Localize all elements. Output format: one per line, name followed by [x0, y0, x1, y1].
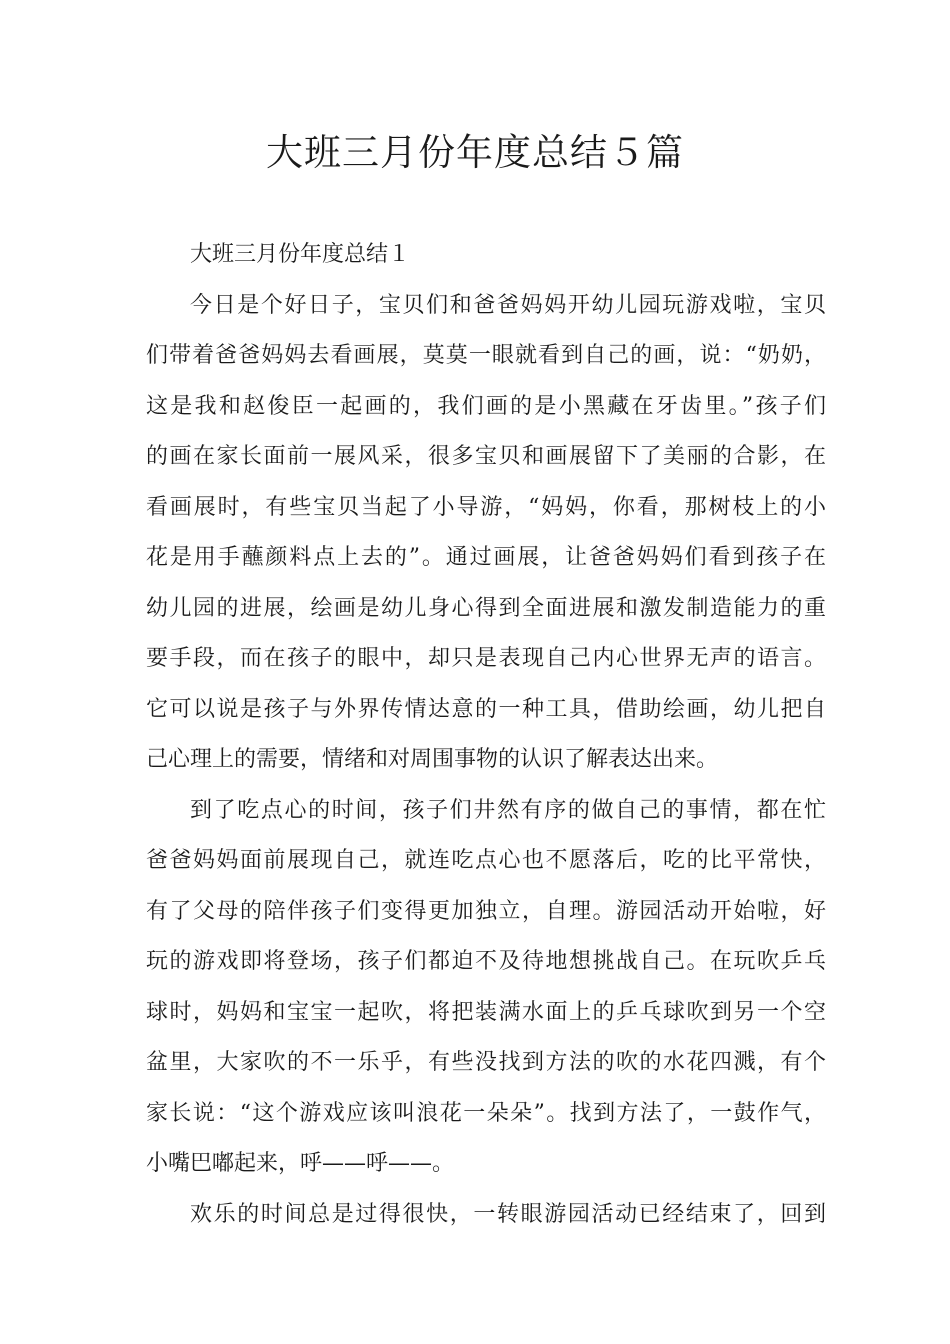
paragraph-line: 花是用手蘸颜料点上去的”。通过画展，让爸爸妈妈们看到孩子在 [146, 545, 826, 570]
paragraph-line: 玩的游戏即将登场，孩子们都迫不及待地想挑战自己。在玩吹乒乓 [146, 949, 826, 974]
paragraph-3 [146, 1190, 826, 1241]
paragraph-line: 欢乐的时间总是过得很快，一转眼游园活动已经结束了，回到 [190, 1201, 826, 1227]
paragraph-line: 们带着爸爸妈妈去看画展，莫莫一眼就看到自己的画，说：“奶奶， [146, 343, 826, 368]
paragraph-line: 盆里，大家吹的不一乐乎，有些没找到方法的吹的水花四溅，有个 [146, 1050, 826, 1075]
paragraph-line: 今日是个好日子，宝贝们和爸爸妈妈开幼儿园玩游戏啦，宝贝 [190, 292, 826, 318]
paragraph-line: 它可以说是孩子与外界传情达意的一种工具，借助绘画，幼儿把自 [146, 696, 826, 722]
paragraph-line: 小嘴巴嘟起来，呼——呼——。 [146, 1151, 455, 1176]
paragraph-line: 球时，妈妈和宝宝一起吹，将把装满水面上的乒乓球吹到另一个空 [146, 999, 826, 1025]
paragraph-line: 这是我和赵俊臣一起画的，我们画的是小黑藏在牙齿里。”孩子们 [146, 393, 826, 419]
paragraph-1 [146, 281, 826, 786]
page-title: 大班三月份年度总结５篇 [266, 131, 684, 174]
paragraph-line: 要手段，而在孩子的眼中，却只是表现自己内心世界无声的语言。 [146, 646, 826, 671]
section-heading-text: 大班三月份年度总结１ [190, 242, 411, 267]
paragraph-line: 到了吃点心的时间，孩子们井然有序的做自己的事情，都在忙 [190, 797, 826, 823]
paragraph-line: 的画在家长面前一展风采，很多宝贝和画展留下了美丽的合影，在 [146, 444, 826, 469]
paragraph-line: 己心理上的需要，情绪和对周围事物的认识了解表达出来。 [146, 747, 719, 772]
paragraph-line: 幼儿园的进展，绘画是幼儿身心得到全面进展和激发制造能力的重 [146, 595, 826, 621]
section-heading [146, 230, 826, 281]
paragraph-2 [146, 786, 826, 1190]
paragraph-line: 爸爸妈妈面前展现自己，就连吃点心也不愿落后，吃的比平常快， [146, 848, 826, 873]
paragraph-line: 家长说：“这个游戏应该叫浪花一朵朵”。找到方法了，一鼓作气， [146, 1100, 826, 1126]
document-body [146, 230, 826, 1240]
paragraph-line: 看画展时，有些宝贝当起了小导游，“妈妈，你看，那树枝上的小 [146, 494, 826, 520]
paragraph-line: 有了父母的陪伴孩子们变得更加独立，自理。游园活动开始啦，好 [146, 898, 826, 924]
